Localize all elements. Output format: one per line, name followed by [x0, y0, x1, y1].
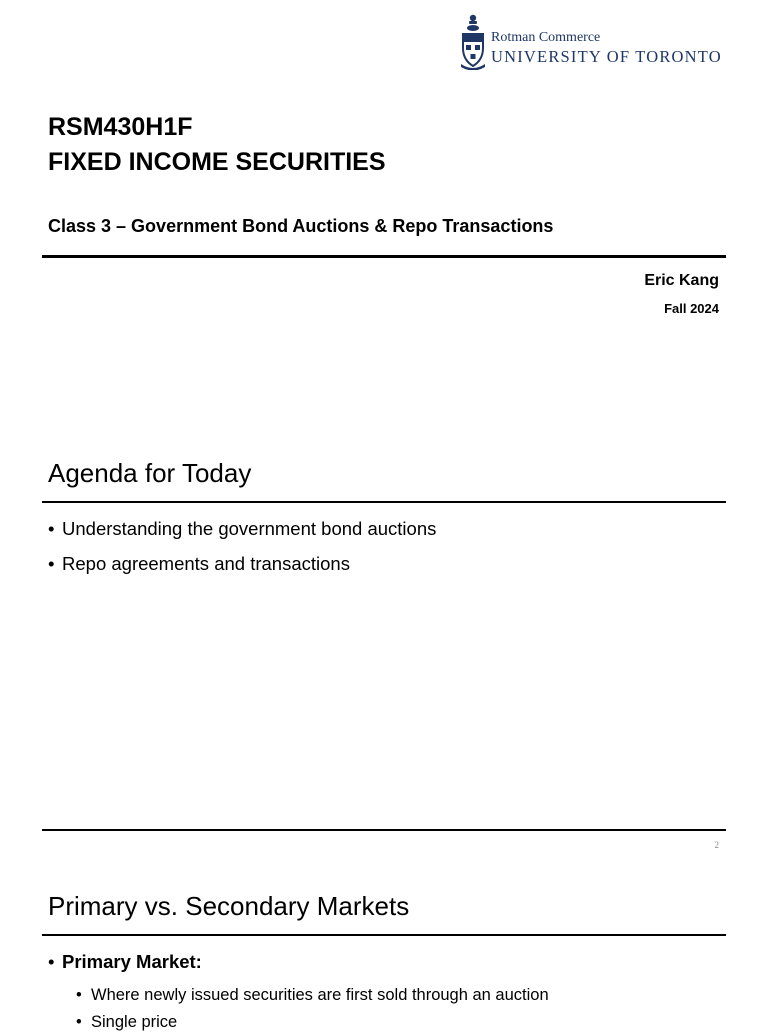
logo-university-name: UNIVERSITY OF TORONTO — [491, 47, 722, 66]
page-number: 2 — [714, 840, 719, 850]
agenda-heading: Agenda for Today — [48, 458, 252, 488]
agenda-heading-rule — [42, 501, 726, 503]
crest-icon — [460, 12, 486, 70]
agenda-bullet: • Repo agreements and transactions — [48, 553, 350, 574]
primary-market-sub-bullet: • Single price — [76, 1013, 178, 1031]
title-divider — [42, 255, 726, 258]
primary-market-bullet: • Primary Market: — [48, 951, 202, 972]
markets-heading-rule — [42, 934, 726, 936]
university-logo — [460, 12, 722, 72]
slide-bottom-rule — [42, 829, 726, 831]
author-name: Eric Kang — [644, 272, 719, 289]
course-name: FIXED INCOME SECURITIES — [48, 148, 386, 176]
markets-heading: Primary vs. Secondary Markets — [48, 891, 410, 921]
logo-rotman-commerce: Rotman Commerce — [491, 30, 601, 45]
primary-market-sub-bullet: • Where newly issued securities are first sold through an auction — [76, 986, 549, 1004]
term-label: Fall 2024 — [664, 301, 719, 316]
class-subtitle: Class 3 – Government Bond Auctions & Repo Transactions — [48, 216, 554, 236]
course-code: RSM430H1F — [48, 113, 193, 141]
agenda-bullet: • Understanding the government bond auctions — [48, 518, 437, 539]
